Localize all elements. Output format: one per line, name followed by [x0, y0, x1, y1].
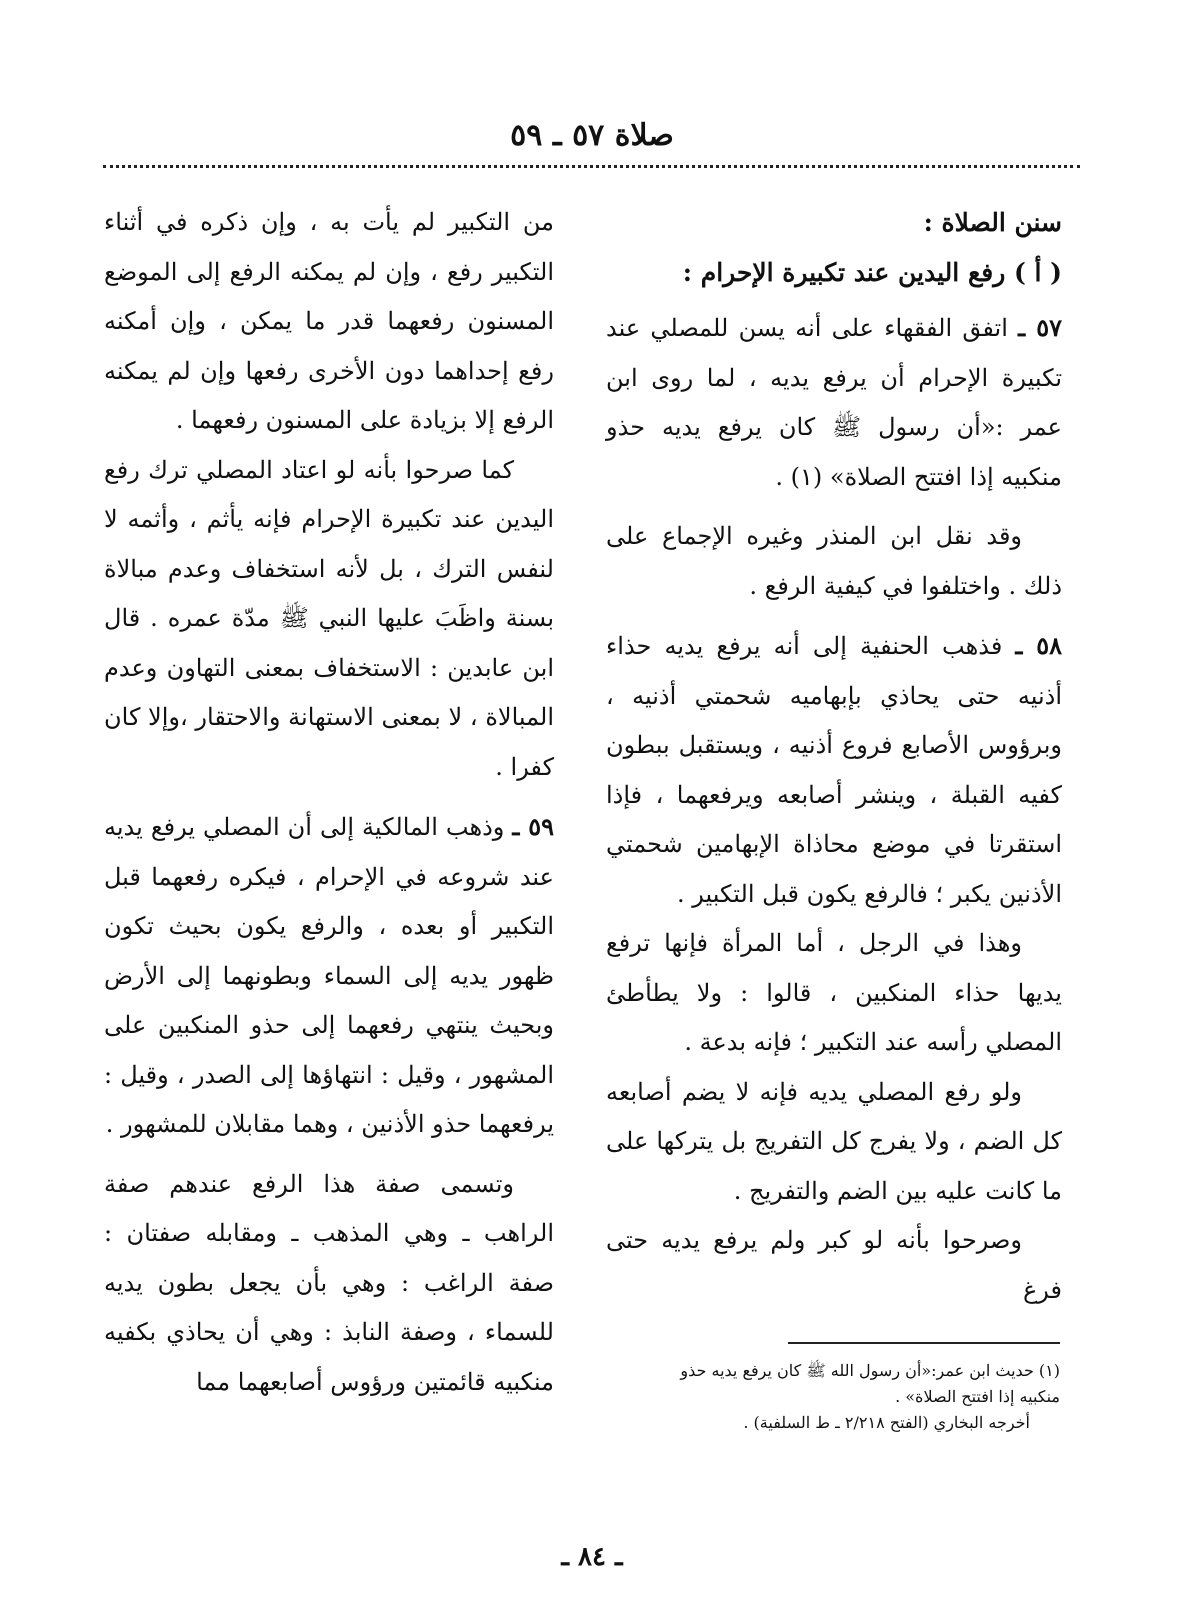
- paragraph-left-2: كما صرحوا بأنه لو اعتاد المصلي ترك رفع اليدين عند تكبيرة الإحرام فإنه يأثم ، وأثمه لا لنفس الترك ، بل لأنه استخفاف وعدم مبالاة بسنة واظَبَ عليها النبي ﷺ مدّة عمره . قال ابن عابدين : الاستخفاف بمعنى التهاون وعدم المبالاة ، لا بمعنى الاستهانة والاحتقار ،وإلا كان كفرا .: [104, 455, 554, 781]
- paragraph-57-text: اتفق الفقهاء على أنه يسن للمصلي عند تكبيرة الإحرام أن يرفع يديه ، لما روى ابن عمر :«أن رسول ﷺ كان يرفع يديه حذو منكبيه إذا افتتح الصلاة» (١) .: [606, 314, 1062, 491]
- paragraph-57b: وقد نقل ابن المنذر وغيره الإجماع على ذلك . واختلفوا في كيفية الرفع .: [606, 522, 1062, 600]
- footnotes: [640, 1358, 1060, 1436]
- header-dotted-divider: [103, 165, 1080, 168]
- paragraph-number-58: ٥٨ ـ: [1015, 631, 1062, 660]
- right-column: [606, 198, 1062, 1315]
- section-heading: سنن الصلاة :: [923, 208, 1062, 237]
- footnote-1-source: أخرجه البخاري (الفتح ٢/٢١٨ ـ ط السلفية) .: [743, 1413, 1030, 1432]
- footnote-divider: [788, 1342, 1060, 1344]
- paragraph-58b: وهذا في الرجل ، أما المرأة فإنها ترفع يديها حذاء المنكبين ، قالوا : ولا يطأطئ المصلي رأسه عند التكبير ؛ فإنه بدعة .: [606, 929, 1062, 1056]
- subheading: ( أ ) رفع اليدين عند تكبيرة الإحرام :: [682, 257, 1062, 287]
- paragraph-58-text: فذهب الحنفية إلى أنه يرفع يديه حذاء أذنيه حتى يحاذي بإبهاميه شحمتي أذنيه ، وبرؤوس الأصابع فروع أذنيه ، ويستقبل ببطون كفيه القبلة ، وينشر أصابعه ويرفعهما ، فإذا استقرتا في موضع محاذاة الإبهامين شحمتي الأذنين يكبر ؛ فالرفع يكون قبل التكبير .: [606, 632, 1062, 908]
- paragraph-58: [606, 621, 1062, 919]
- left-column: [104, 198, 554, 1407]
- paragraph-58d: وصرحوا بأنه لو كبر ولم يرفع يديه حتى فرغ: [606, 1226, 1062, 1304]
- page-number: ـ ٨٤ ـ: [561, 1542, 623, 1572]
- paragraph-left-1: من التكبير لم يأت به ، وإن ذكره في أثناء التكبير رفع ، وإن لم يمكنه الرفع إلى الموضع المسنون رفعهما قدر ما يمكن ، وإن أمكنه رفع إحداهما دون الأخرى رفعها وإن لم يمكنه الرفع إلا بزيادة على المسنون رفعهما .: [104, 208, 554, 434]
- footnote-1: (١) حديث ابن عمر:«أن رسول الله ﷺ كان يرفع يديه حذو منكبيه إذا افتتح الصلاة» .: [680, 1361, 1060, 1406]
- paragraph-59: [104, 802, 554, 1150]
- paragraph-left-3: وتسمى صفة هذا الرفع عندهم صفة الراهب ـ وهي المذهب ـ ومقابله صفتان : صفة الراغب : وهي بأن يجعل بطون يديه للسماء ، وصفة النابذ : وهي أن يحاذي بكفيه منكبيه قائمتين ورؤوس أصابعهما مما: [104, 1169, 554, 1396]
- paragraph-57: [606, 303, 1062, 502]
- paragraph-59-text: وذهب المالكية إلى أن المصلي يرفع يديه عند شروعه في الإحرام ، فيكره رفعهما قبل التكبير أو بعده ، والرفع يكون بحيث تكون ظهور يديه إلى السماء وبطونهما إلى الأرض وبحيث ينتهي رفعهما إلى حذو المنكبين على المشهور ، وقيل : انتهاؤها إلى الصدر ، وقيل : يرفعهما حذو الأذنين ، وهما مقابلان للمشهور .: [104, 813, 554, 1138]
- paragraph-number-59: ٥٩ ـ: [512, 812, 554, 841]
- paragraph-number-57: ٥٧ ـ: [1018, 313, 1062, 342]
- page-header-title: صلاة ٥٧ ـ ٥٩: [510, 118, 674, 153]
- paragraph-58c: ولو رفع المصلي يديه فإنه لا يضم أصابعه كل الضم ، ولا يفرج كل التفريج بل يتركها على ما كانت عليه بين الضم والتفريج .: [606, 1077, 1062, 1205]
